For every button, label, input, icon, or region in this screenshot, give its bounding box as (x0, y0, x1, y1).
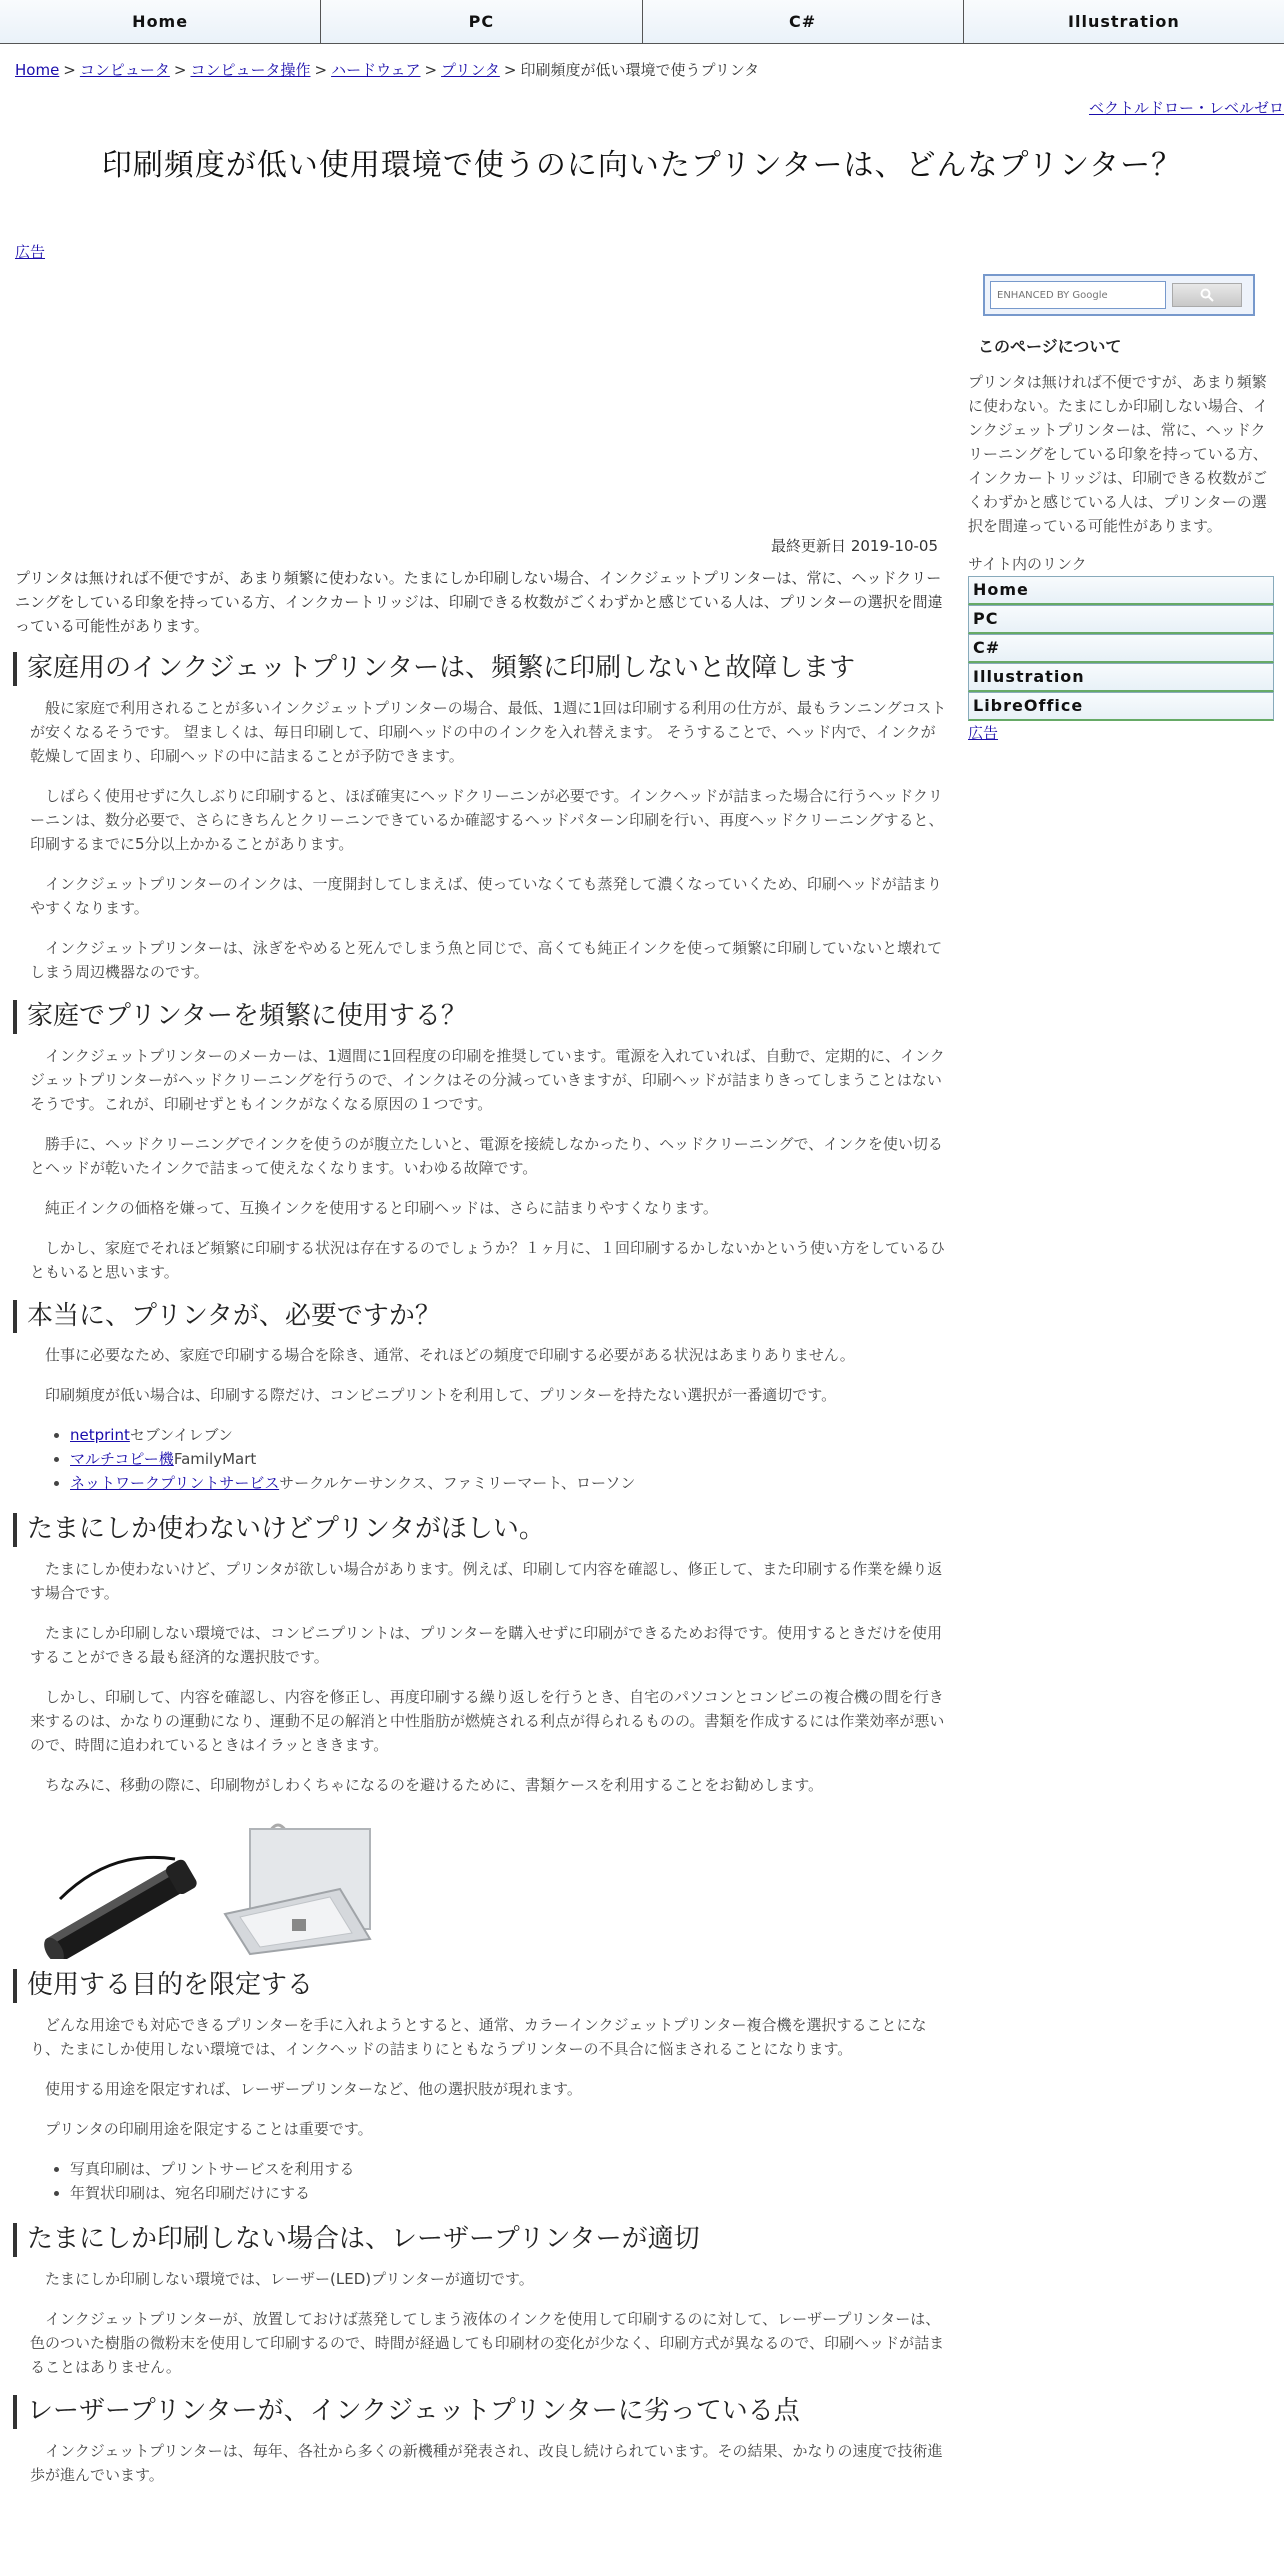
breadcrumb-separator: > (424, 61, 438, 79)
search-button[interactable] (1172, 283, 1242, 307)
paragraph: 純正インクの価格を嫌って、互換インクを使用すると印刷ヘッドは、さらに詰まりやすくなります。 (45, 1198, 718, 1217)
breadcrumb (0, 44, 1284, 82)
paragraph: どんな用途でも対応できるプリンターを手に入れようとすると、通常、カラーインクジェットプリンター複合機を選択することになり、たまにしか使用しない環境では、インクヘッドの詰まりにともなうプリンターの不具合に悩まされることになります。 (30, 2015, 927, 2058)
breadcrumb-home[interactable]: Home (15, 61, 60, 79)
section-heading: レーザープリンターが、インクジェットプリンターに劣っている点 (13, 2395, 950, 2429)
paragraph: しばらく使用せずに久しぶりに印刷すると、ほぼ確実にヘッドクリーニンが必要です。インクヘッドが詰まった場合に行うヘッドクリーニンは、数分必要で、さらにきちんとクリーニンできているか確認するヘッドパターン印刷を行い、再度ヘッドクリーニングすると、印刷するまでに5分以上かかることがあります。 (30, 786, 944, 853)
breadcrumb-printer[interactable]: プリンタ (441, 61, 500, 79)
sidebar-ad-link[interactable]: 広告 (968, 723, 999, 742)
top-nav (0, 0, 1284, 44)
paragraph: インクジェットプリンターは、毎年、各社から多くの新機種が発表され、改良し続けられています。その結果、かなりの速度で技術進歩が進んでいます。 (30, 2441, 943, 2484)
list-item: • 写真印刷は、プリントサービスを利用する (70, 2157, 950, 2181)
nav-illustration[interactable]: Illustration (964, 0, 1284, 43)
ad-space (15, 274, 950, 534)
list-item (70, 1447, 950, 1471)
breadcrumb-separator: > (173, 61, 187, 79)
netprint-link[interactable]: netprint (70, 1426, 130, 1445)
network-print-link[interactable]: ネットワークプリントサービス (70, 1474, 280, 1493)
nav-home[interactable]: Home (0, 0, 321, 43)
paragraph: プリンタの印刷用途を限定することは重要です。 (45, 2119, 373, 2138)
tube-case-image[interactable] (30, 1819, 200, 1959)
site-links-label: サイト内のリンク (968, 554, 1087, 573)
breadcrumb-separator: > (314, 61, 328, 79)
search-icon (1200, 288, 1214, 302)
paragraph: 勝手に、ヘッドクリーニングでインクを使うのが腹立たしいと、電源を接続しなかったり、ヘッドクリーニングで、インクを使い切るとヘッドが乾いたインクで詰まって使えなくなります。いわゆる故障です。 (30, 1134, 943, 1177)
breadcrumb-current: 印刷頻度が低い環境で使うプリンタ (520, 61, 760, 79)
section-heading: 家庭用のインクジェットプリンターは、頻繁に印刷しないと故障します (13, 652, 950, 686)
list-item-text: セブンイレブン (129, 1426, 233, 1445)
side-link-illustration[interactable]: Illustration (968, 663, 1274, 692)
paragraph: たまにしか使わないけど、プリンタが欲しい場合があります。例えば、印刷して内容を確認し、修正して、また印刷する作業を繰り返す場合です。 (30, 1560, 943, 1603)
section-heading: たまにしか印刷しない場合は、レーザープリンターが適切 (13, 2223, 950, 2257)
nav-pc[interactable]: PC (321, 0, 642, 43)
about-heading: このページについて (978, 337, 1122, 356)
vector-draw-link[interactable]: ベクトルドロー・レベルゼロ (1088, 99, 1284, 117)
clear-case-image[interactable] (220, 1819, 380, 1959)
about-text: プリンタは無ければ不便ですが、あまり頻繁に使わない。たまにしか印刷しない場合、インクジェットプリンターは、常に、ヘッドクリーニングをしている印象を持っている方、インクカートリッジは、印刷できる枚数がごくわずかと感じている人は、プリンターの選択を間違っている可能性があります。 (968, 372, 1269, 535)
list-item-text: サークルケーサンクス、ファミリーマート、ローソン (279, 1474, 636, 1493)
paragraph: 般に家庭で利用されることが多いインクジェットプリンターの場合、最低、1週に1回は印刷する利用の仕方が、最もランニングコストが安くなるそうです。 望ましくは、毎日印刷して、印刷ヘッドの中のインクを入れ替えます。 そうすることで、ヘッド内で、インクが乾燥して固まり、印刷ヘッドの中に詰まることが予防できます。 (30, 698, 947, 765)
paragraph: インクジェットプリンターが、放置しておけば蒸発してしまう液体のインクを使用して印刷するのに対して、レーザープリンターは、色のついた樹脂の微粉末を使用して印刷するので、時間が経過しても印刷材の変化が少なく、印刷方式が異なるので、印刷ヘッドが詰まることはありません。 (30, 2309, 945, 2376)
breadcrumb-hardware[interactable]: ハードウェア (331, 61, 421, 79)
multicopy-link[interactable]: マルチコピー機 (70, 1450, 174, 1469)
paragraph: インクジェットプリンターのメーカーは、1週間に1回程度の印刷を推奨しています。電源を入れていれば、自動で、定期的に、インクジェットプリンターがヘッドクリーニングを行うので、インクはその分減っていきますが、印刷ヘッドが詰まりきってしまうことはないそうです。これが、印刷せずともインクがなくなる原因の１つです。 (30, 1046, 945, 1113)
paragraph: 印刷頻度が低い場合は、印刷する際だけ、コンビニプリントを利用して、プリンターを持たない選択が一番適切です。 (45, 1386, 837, 1405)
site-search (983, 274, 1255, 316)
paragraph: インクジェットプリンターは、泳ぎをやめると死んでしまう魚と同じで、高くても純正インクを使って頻繁に印刷していないと壊れてしまう周辺機器なのです。 (30, 938, 943, 981)
section-heading: 使用する目的を限定する (13, 1969, 950, 2003)
paragraph: しかし、家庭でそれほど頻繁に印刷する状況は存在するのでしょうか？１ヶ月に、１回印刷するかしないかという使い方をしているひともいると思います。 (30, 1238, 946, 1281)
vector-link-row (0, 82, 1284, 124)
side-link-pc[interactable]: PC (968, 605, 1274, 634)
section-heading: 家庭でプリンターを頻繁に使用する？ (13, 1000, 950, 1034)
list-item (70, 1471, 950, 1495)
side-link-home[interactable]: Home (968, 576, 1274, 605)
side-link-libreoffice[interactable]: LibreOffice (968, 692, 1274, 721)
paragraph: インクジェットプリンターのインクは、一度開封してしまえば、使っていなくても蒸発して濃くなっていくため、印刷ヘッドが詰まりやすくなります。 (30, 874, 942, 917)
paragraph: ちなみに、移動の際に、印刷物がしわくちゃになるのを避けるために、書類ケースを利用することをお勧めします。 (45, 1776, 824, 1795)
paragraph: たまにしか印刷しない環境では、コンビニプリントは、プリンターを購入せずに印刷ができるためお得です。使用するときだけを使用することができる最も経済的な選択肢です。 (30, 1624, 943, 1667)
breadcrumb-computer[interactable]: コンピュータ (79, 61, 170, 79)
ad-label-top (0, 222, 1284, 274)
ad-link[interactable]: 広告 (15, 243, 46, 261)
breadcrumb-computer-operation[interactable]: コンピュータ操作 (190, 61, 311, 79)
usage-list (15, 2157, 950, 2205)
section-heading: たまにしか使わないけどプリンタがほしい。 (13, 1513, 950, 1547)
list-item-text: FamilyMart (173, 1450, 257, 1469)
last-updated: 最終更新日 2019-10-05 (771, 537, 938, 555)
main-content (0, 274, 960, 2503)
page-title: 印刷頻度が低い使用環境で使うのに向いたプリンターは、どんなプリンター？ (101, 148, 1183, 183)
side-link-csharp[interactable]: C# (968, 634, 1274, 663)
intro-text: プリンタは無ければ不便ですが、あまり頻繁に使わない。たまにしか印刷しない場合、インクジェットプリンターは、常に、ヘッドクリーニングをしている印象を持っている方、インクカートリッジは、印刷できる枚数がごくわずかと感じている人は、プリンターの選択を間違っている可能性があります。 (15, 569, 943, 635)
paragraph: 仕事に必要なため、家庭で印刷する場合を除き、通常、それほどの頻度で印刷する必要がある状況はあまりありません。 (45, 1346, 855, 1365)
breadcrumb-separator: > (63, 61, 76, 79)
nav-csharp[interactable]: C# (643, 0, 964, 43)
breadcrumb-separator: > (503, 61, 517, 79)
paragraph: たまにしか印刷しない環境では、レーザー(LED)プリンターが適切です。 (45, 2269, 534, 2288)
paragraph: しかし、印刷して、内容を確認し、内容を修正し、再度印刷する繰り返しを行うとき、自宅のパソコンとコンビニの複合機の間を行き来するのは、かなりの運動になり、運動不足の解消と中性脂肪が燃焼される利点が得られるものの。書類を作成するには作業効率が悪いので、時間に追われているときはイラッとききます。 (30, 1688, 945, 1755)
list-item: • 年賀状印刷は、宛名印刷だけにする (70, 2181, 950, 2205)
list-item (70, 1423, 950, 1447)
print-service-list (15, 1423, 950, 1495)
document-case-images (15, 1813, 950, 1961)
sidebar-ad (968, 721, 1274, 745)
sidebar (968, 274, 1274, 745)
site-links-menu (968, 576, 1274, 721)
paragraph: 使用する用途を限定すれば、レーザープリンターなど、他の選択肢が現れます。 (45, 2079, 582, 2098)
section-heading: 本当に、プリンタが、必要ですか？ (13, 1300, 950, 1334)
search-input[interactable] (990, 281, 1166, 309)
